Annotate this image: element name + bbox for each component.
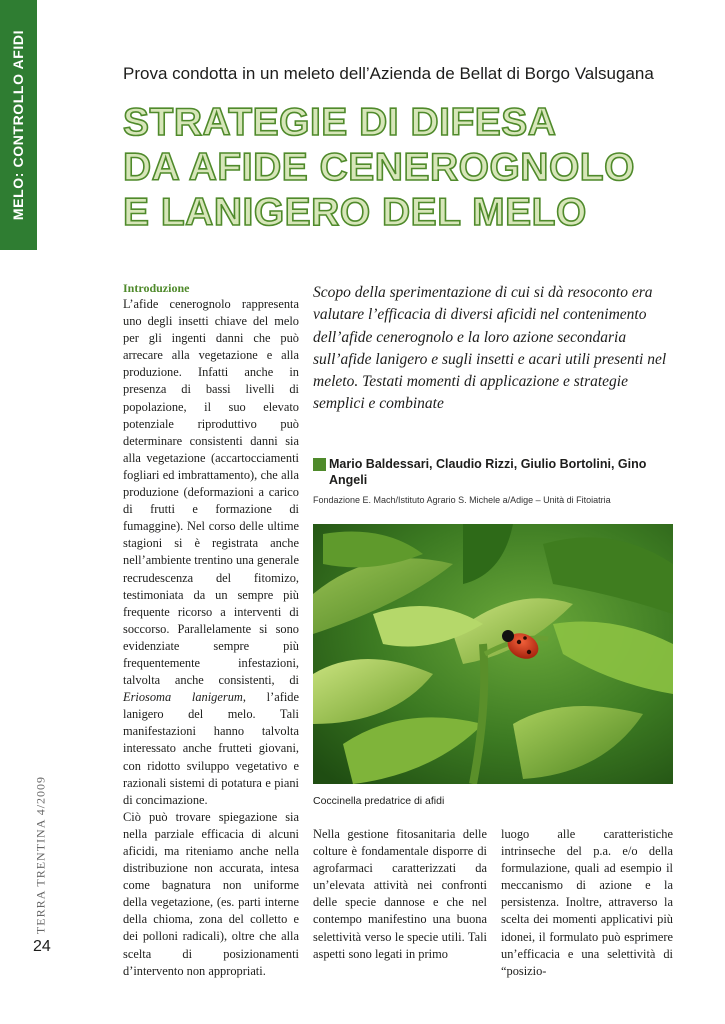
article-kicker: Prova condotta in un meleto dell’Azienda de Bellat di Borgo Valsugana [123, 64, 654, 83]
intro-column [123, 280, 299, 980]
intro-text-a: L’afide cenerognolo rappresenta uno degli insetti chiave del melo per gli ingenti danni che può arrecare alla vegetazione e alla produzione. Infatti anche in presenza di bassi livelli di popolazione, il suo elevato potenziale riproduttivo può determinare consistenti danni sia alla vegetazione (accartocciamenti fogliari ed imbrattamento), che alla produzione (deformazioni a carico di frutti e formazione di fumaggine). Nel corso delle ultime stagioni si è registrata anche nell’ambiente trentino una generale recrudescenza del fitomizo, testimoniata da un sempre più frequente ricorso a interventi di soccorso. Parallelamente si sono evidenziate sempre più frequentemente infestazioni, talvolta anche consistenti, di [123, 297, 299, 688]
journal-issue-label: TERRA TRENTINA 4/2009 [33, 775, 48, 935]
article-abstract: Scopo della sperimentazione di cui si dà resoconto era valutare l’efficacia di diversi aficidi nel contenimento dell’afide cenerognolo e la loro azione secondaria sull’afide lanigero e sugli insetti e acari utili presenti nel meleto. Testati momenti di applicazione e strategie semplici e combinate [313, 284, 667, 413]
section-tab-label: MELO: CONTROLLO AFIDI [10, 29, 26, 221]
body-column-middle: Nella gestione fitosanitaria delle colture è fondamentale disporre di agrofarmaci caratterizzati da un’elevata attività nei confronti delle specie dannose e che nel contempo manifestino una buona selettività verso le specie utili. Tali aspetti sono legati in primo [313, 827, 487, 961]
author-affiliation: Fondazione E. Mach/Istituto Agrario S. Michele a/Adige – Unità di Fitoiatria [313, 495, 611, 505]
author-names: Mario Baldessari, Claudio Rizzi, Giulio Bortolini, Gino Angeli [329, 457, 647, 487]
species-name: Eriosoma lanigerum [123, 690, 243, 705]
ladybird-photo [313, 524, 673, 784]
author-marker-icon [313, 458, 326, 471]
body-column-right: luogo alle caratteristiche intrinseche del p.a. e/o della formulazione, quali ad esempio il meccanismo di azione e la persistenza. Inoltre, attraverso la scelta dei momenti applicativi più idonei, il formulato può esprimere un’efficacia e una selettività di “posizio- [501, 827, 673, 978]
section-tab [0, 0, 37, 250]
photo-caption: Coccinella predatrice di afidi [313, 795, 445, 807]
title-line-1: STRATEGIE DI DIFESA [123, 101, 557, 144]
intro-heading: Introduzione [123, 281, 190, 295]
intro-text-b: , l’afide lanigero del melo. Tali manifestazioni hanno talvolta interessato anche frutteti giovani, con ridotto sviluppo vegetativo e razionali sistemi di potatura e piani di concimazione. [123, 690, 299, 807]
title-line-3: E LANIGERO DEL MELO [123, 191, 587, 234]
author-block [313, 456, 683, 505]
page-number: 24 [33, 938, 51, 955]
article-title [123, 100, 703, 235]
title-line-2: DA AFIDE CENEROGNOLO [123, 146, 635, 189]
intro-paragraph-2: Ciò può trovare spiegazione sia nella parziale efficacia di alcuni aficidi, ma riteniamo anche nella distribuzione non accurata, intesa come bagnatura non uniforme della vegetazione, (es. parti interne della chioma, zona del colletto e dei polloni radicali), oltre che alla scelta di posizionamenti d’intervento non appropriati. [123, 809, 299, 978]
intro-paragraph-1 [123, 296, 299, 809]
ladybird-photo-illustration [313, 524, 673, 784]
